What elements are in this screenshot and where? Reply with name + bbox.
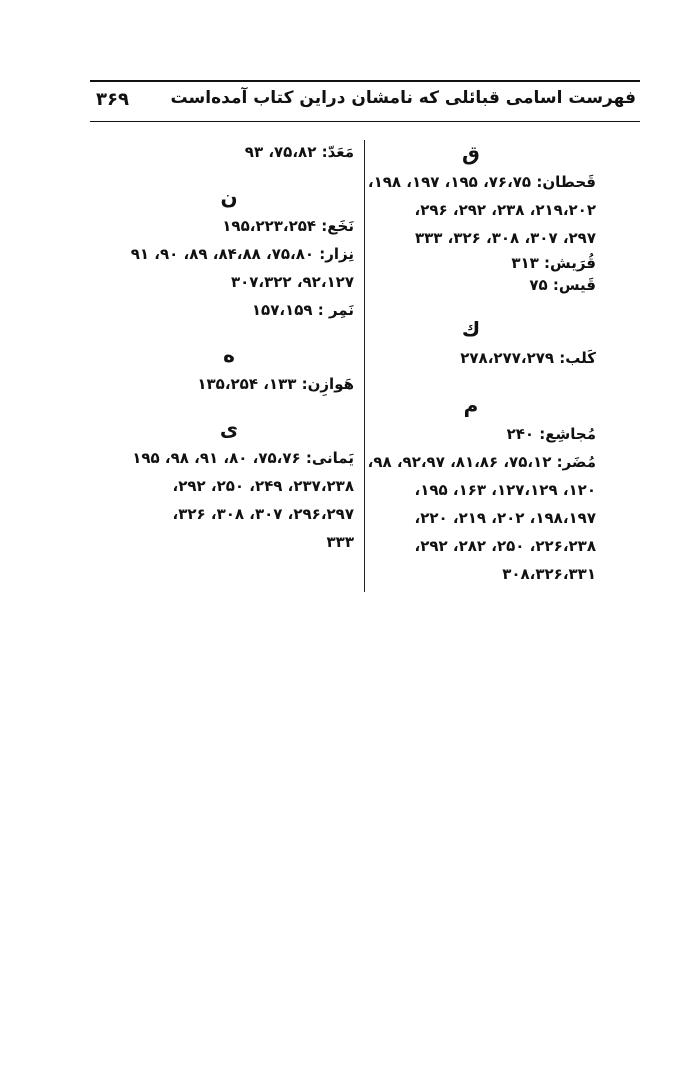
section-letter-ya: ی — [219, 417, 239, 441]
entry-kalb: کَلب: ۲۷۸،۲۷۷،۲۷۹ — [460, 349, 596, 367]
entry-hawazin: هَوازِن: ۱۳۳، ۱۳۵،۲۵۴ — [197, 375, 354, 393]
entry-nizar-cont: ۹۲،۱۲۷، ۳۰۷،۳۲۲ — [230, 273, 354, 291]
page-title: فهرست اسامی قبائلی که نامشان دراین کتاب آمده‌است — [170, 88, 636, 108]
entry-qahtan-cont: ۲۹۷، ۳۰۷، ۳۰۸، ۳۲۶، ۳۳۳ — [414, 229, 596, 247]
entry-mudar-cont: ۲۲۶،۲۳۸، ۲۵۰، ۲۸۲، ۲۹۲، — [414, 537, 596, 555]
entry-mujashi: مُجاشِع: ۲۴۰ — [506, 425, 596, 443]
entry-yamani-cont: ۳۳۳ — [326, 533, 354, 551]
entry-mudar: مُضَر: ۷۵،۱۲، ۸۱،۸۶، ۹۲،۹۷، ۹۸، — [367, 453, 596, 471]
section-letter-ha: ه — [223, 343, 235, 367]
section-letter-mim: م — [463, 393, 479, 417]
entry-qays: قَیس: ۷۵ — [529, 276, 596, 294]
entry-qahtan-cont: ۲۱۹،۲۰۲، ۲۳۸، ۲۹۲، ۲۹۶، — [414, 201, 596, 219]
index-column-left — [104, 138, 354, 556]
page-header — [90, 80, 640, 122]
entry-yamani-cont: ۲۹۶،۲۹۷، ۳۰۷، ۳۰۸، ۳۲۶، — [172, 505, 354, 523]
entry-nizar: نِزار: ۷۵،۸۰، ۸۴،۸۸، ۸۹، ۹۰، ۹۱ — [130, 245, 354, 263]
entry-mudar-cont: ۱۲۰، ۱۲۷،۱۲۹، ۱۶۳، ۱۹۵، — [414, 481, 596, 499]
entry-quraysh: قُرَیش: ۳۱۳ — [511, 254, 596, 272]
section-letter-nun: ن — [220, 185, 238, 209]
section-letter-kaf: ك — [461, 317, 481, 341]
entry-mudar-cont: ۳۰۸،۳۲۶،۳۳۱ — [502, 565, 596, 583]
entry-qahtan: قَحطان: ۷۶،۷۵، ۱۹۵، ۱۹۷، ۱۹۸، — [367, 173, 596, 191]
entry-mudar-cont: ۱۹۸،۱۹۷، ۲۰۲، ۲۱۹، ۲۲۰، — [414, 509, 596, 527]
entry-maadd: مَعَدّ: ۷۵،۸۲، ۹۳ — [244, 143, 354, 161]
entry-yamani: یَمانی: ۷۵،۷۶، ۸۰، ۹۱، ۹۸، ۱۹۵ — [132, 449, 354, 467]
section-letter-qaf: ق — [462, 141, 480, 165]
entry-namir: نَمِر : ۱۵۷،۱۵۹ — [251, 301, 354, 319]
entry-yamani-cont: ۲۳۷،۲۳۸، ۲۴۹، ۲۵۰، ۲۹۲، — [172, 477, 354, 495]
index-column-right — [346, 138, 596, 588]
entry-nakha: نَخَع: ۱۹۵،۲۲۳،۲۵۴ — [222, 217, 354, 235]
page-number: ۳۶۹ — [96, 89, 129, 110]
